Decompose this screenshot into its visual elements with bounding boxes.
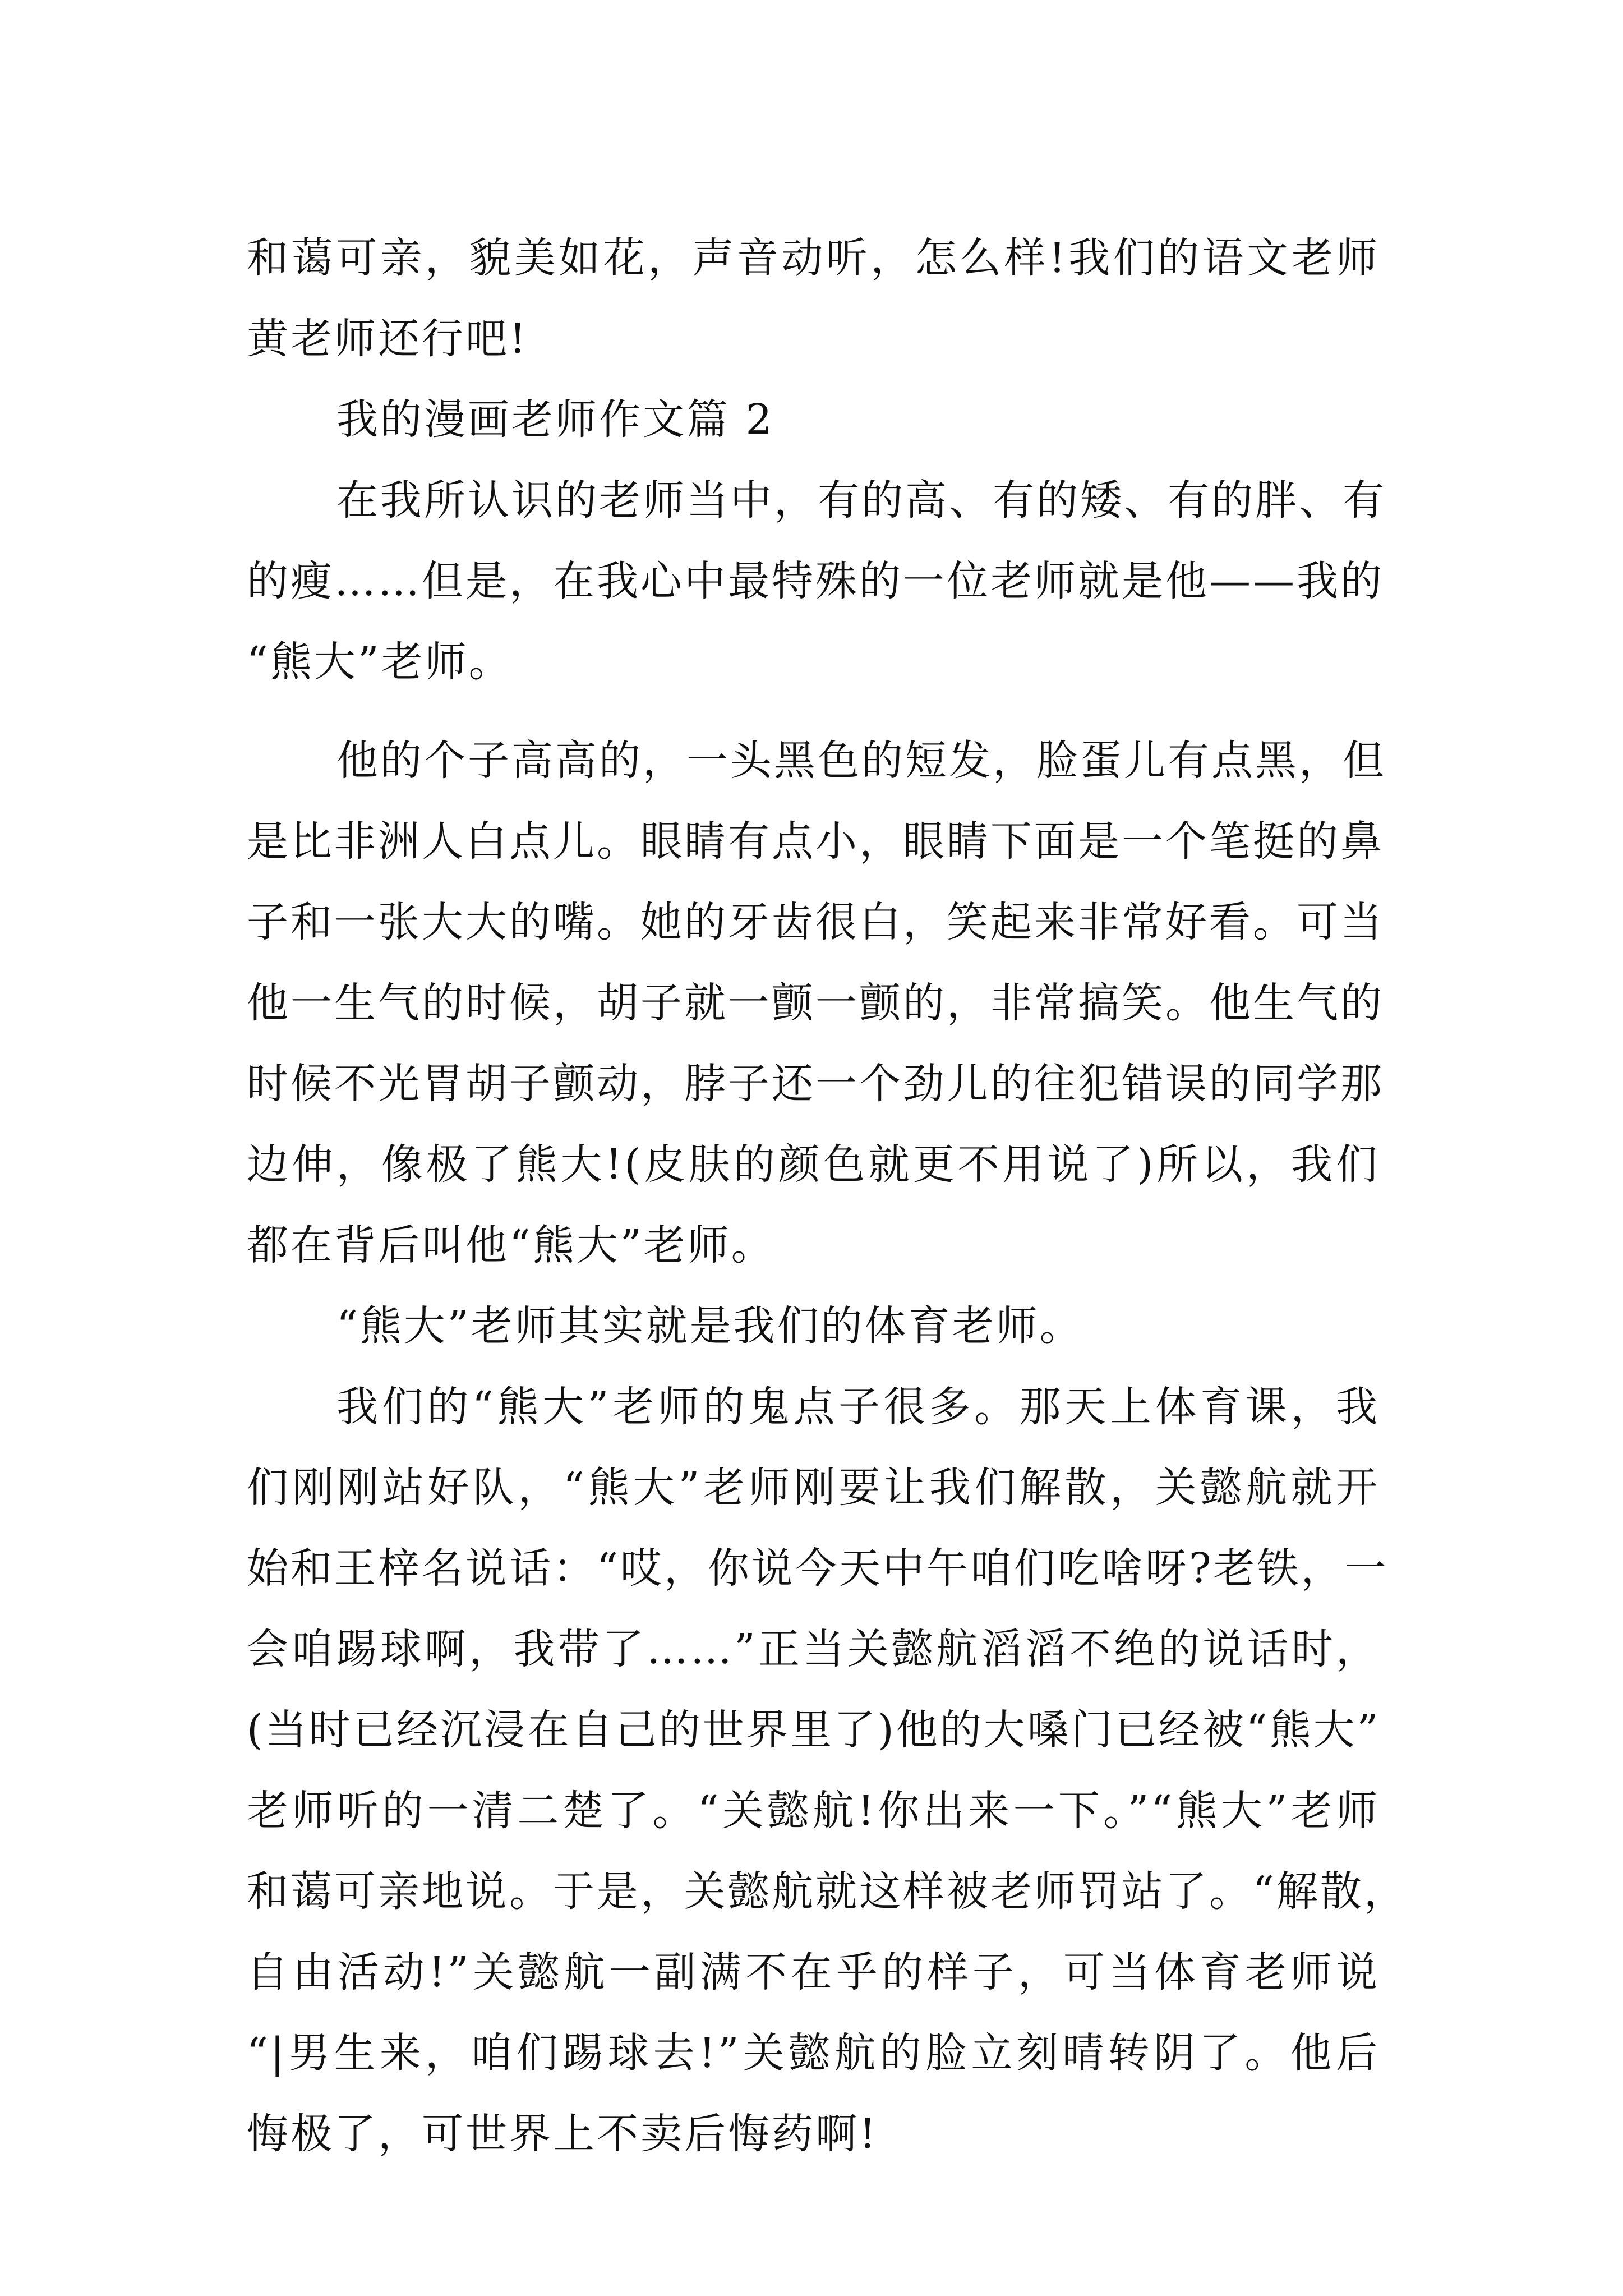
text-line: 时候不光胃胡子颤动，脖子还一个劲儿的往犯错误的同学那 bbox=[247, 1060, 1384, 1108]
text-line: 和蔼可亲地说。于是，关懿航就这样被老师罚站了。“解散， bbox=[247, 1867, 1408, 1916]
text-line: 们刚刚站好队，“熊大”老师刚要让我们解散，关懿航就开 bbox=[247, 1464, 1380, 1512]
text-line: 老师听的一清二楚了。“关懿航!你出来一下。”“熊大”老师 bbox=[247, 1787, 1380, 1835]
text-line: 和蔼可亲，貌美如花，声音动听，怎么样!我们的语文老师 bbox=[247, 234, 1380, 282]
text-line: 他一生气的时候，胡子就一颤一颤的，非常搞笑。他生气的 bbox=[247, 979, 1384, 1027]
text-line: 自由活动!”关懿航一副满不在乎的样子，可当体育老师说 bbox=[247, 1948, 1380, 1996]
text-line: “熊大”老师。 bbox=[247, 638, 513, 686]
text-line: 会咱踢球啊，我带了……”正当关懿航滔滔不绝的说话时， bbox=[247, 1625, 1380, 1673]
text-line: 都在背后叫他“熊大”老师。 bbox=[247, 1221, 775, 1269]
text-line: (当时已经沉浸在自己的世界里了)他的大嗓门已经被“熊大” bbox=[247, 1706, 1381, 1754]
text-line: 在我所认识的老师当中，有的高、有的矮、有的胖、有 bbox=[336, 476, 1386, 524]
text-line: 始和王梓名说话：“哎，你说今天中午咱们吃啥呀?老铁，一 bbox=[247, 1544, 1389, 1593]
text-line: 的瘦……但是，在我心中最特殊的一位老师就是他——我的 bbox=[247, 557, 1384, 605]
text-line: 是比非洲人白点儿。眼睛有点小，眼睛下面是一个笔挺的鼻 bbox=[247, 817, 1384, 866]
text-line: 他的个子高高的，一头黑色的短发，脸蛋儿有点黑，但 bbox=[336, 737, 1386, 785]
text-line: “熊大”老师其实就是我们的体育老师。 bbox=[336, 1302, 1083, 1350]
text-line: “|男生来，咱们踢球去!”关懿航的脸立刻晴转阴了。他后 bbox=[247, 2029, 1380, 2077]
essay-text bbox=[247, 218, 1408, 2174]
text-line: 子和一张大大的嘴。她的牙齿很白，笑起来非常好看。可当 bbox=[247, 898, 1384, 946]
text-line: 黄老师还行吧! bbox=[247, 315, 528, 363]
section-heading: 我的漫画老师作文篇 2 bbox=[336, 395, 774, 444]
text-line: 悔极了，可世界上不卖后悔药啊! bbox=[247, 2110, 878, 2158]
text-line: 边伸，像极了熊大!(皮肤的颜色就更不用说了)所以，我们 bbox=[247, 1140, 1380, 1189]
text-line: 我们的“熊大”老师的鬼点子很多。那天上体育课，我 bbox=[336, 1383, 1380, 1431]
